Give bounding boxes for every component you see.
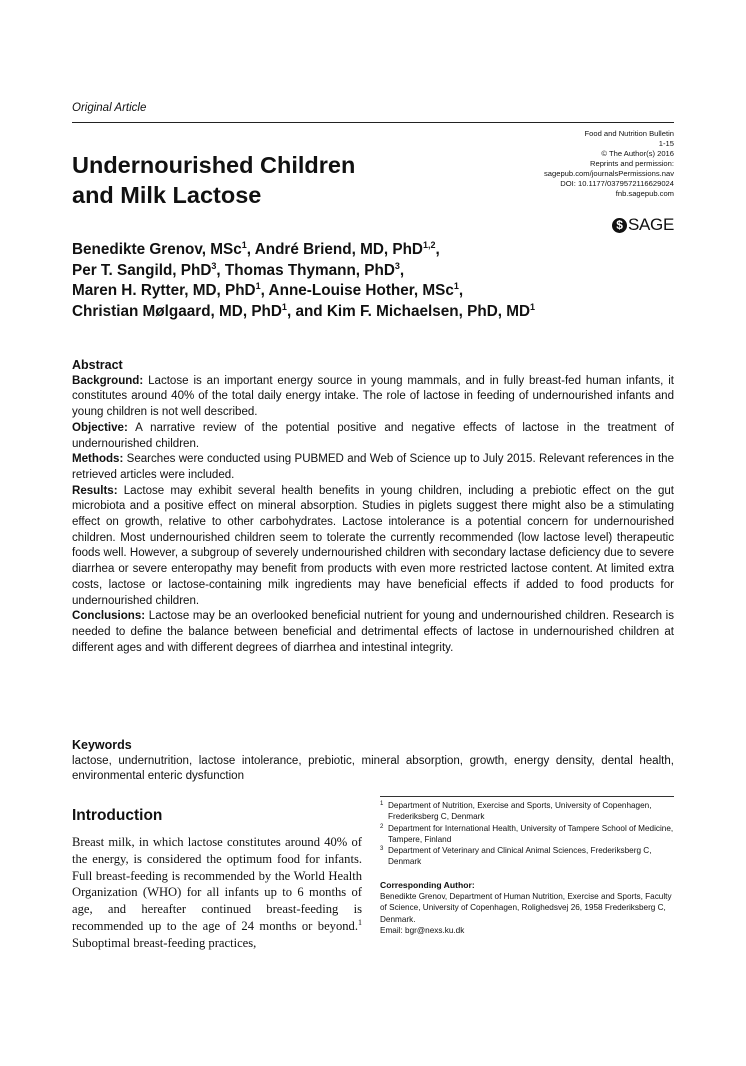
abstract-label: Methods: bbox=[72, 453, 124, 466]
citation-ref[interactable]: 1 bbox=[358, 917, 362, 927]
author-affiliation-mark: 1 bbox=[281, 301, 287, 312]
author-affiliation-mark: 1,2 bbox=[422, 239, 436, 250]
corresponding-author bbox=[380, 880, 674, 936]
affiliation-mark: 1 bbox=[380, 801, 384, 807]
affiliation-text: Department of Veterinary and Clinical Animal Sciences, Frederiksberg C, Denmark bbox=[388, 846, 652, 867]
author-affiliation-mark: 1 bbox=[241, 239, 247, 250]
article-title-line: Undernourished Children bbox=[72, 152, 356, 178]
footnotes bbox=[380, 800, 674, 936]
publisher-logo bbox=[612, 215, 674, 235]
permissions-link[interactable]: sagepub.com/journalsPermissions.nav bbox=[543, 169, 674, 178]
sage-dollar-icon: $ bbox=[612, 218, 627, 233]
author-name: Maren H. Rytter, MD, PhD bbox=[72, 282, 256, 299]
affiliation-mark: 3 bbox=[380, 846, 384, 853]
body-text: Breast milk, in which lactose constitutes around 40% of the energy, is considered the optimum food for infants. Full breast-feeding is recommended by the World Health Organization (WHO) for all infants up to 6 months of age, and hereafter continued breast-feeding is recommended up to the age of 24 months or beyond. bbox=[72, 835, 362, 933]
introduction-paragraph bbox=[72, 834, 362, 952]
author-name: and Kim F. Michaelsen, PhD, MD bbox=[295, 302, 531, 320]
abstract-text: Lactose may be an overlooked beneficial nutrient for young and undernourished children. Research is needed to define the balance between beneficial and detrimental effects of lactose in undernourished children at different ages and with different degrees of diarrhea and intestinal integrity. bbox=[72, 610, 674, 654]
author-line: Benedikte Grenov, MSc$^1$, André Briend, MD, PhD$^{1,2}$, bbox=[72, 239, 440, 258]
keywords bbox=[72, 738, 674, 785]
article-type-label: Original Article bbox=[72, 102, 147, 114]
affiliation-note bbox=[380, 800, 674, 823]
article-title-line: and Milk Lactose bbox=[72, 182, 262, 208]
journal-info bbox=[434, 129, 674, 199]
author-affiliation-mark: 3 bbox=[394, 260, 400, 271]
page-range: 1-15 bbox=[658, 139, 674, 148]
keywords-text: lactose, undernutrition, lactose intolerance, prebiotic, mineral absorption, growth, energy density, dental health, environmental enteric dysfunction bbox=[72, 754, 674, 783]
author-affiliation-mark: 3 bbox=[211, 260, 217, 271]
affiliation-text: Department of Nutrition, Exercise and Sports, University of Copenhagen, Frederiksberg C, Denmark bbox=[388, 801, 652, 822]
abstract-methods bbox=[72, 452, 674, 483]
abstract-label: Conclusions: bbox=[72, 610, 146, 623]
author-affiliation-mark: 1 bbox=[255, 280, 261, 291]
author-name: André Briend, MD, PhD bbox=[254, 241, 423, 258]
abstract-label: Objective: bbox=[72, 421, 128, 434]
abstract-text: Lactose is an important energy source in young mammals, and in fully breast-fed human infants, it constitutes around 40% of the total daily energy intake. The role of lactose in feeding of undernourished infants and young children is not well described. bbox=[72, 374, 674, 419]
author-name: Benedikte Grenov, MSc bbox=[72, 241, 242, 258]
author-affiliation-mark: 1 bbox=[453, 280, 459, 291]
abstract-heading: Abstract bbox=[72, 358, 123, 372]
footnote-rule bbox=[380, 796, 674, 797]
header-rule bbox=[72, 122, 674, 123]
abstract-background bbox=[72, 374, 674, 421]
journal-site-link[interactable]: fnb.sagepub.com bbox=[615, 189, 674, 198]
copyright: © The Author(s) 2016 bbox=[601, 149, 674, 158]
author-name: Per T. Sangild, PhD bbox=[72, 261, 212, 279]
abstract-results bbox=[72, 484, 674, 610]
affiliation-mark: 2 bbox=[380, 823, 384, 830]
corresponding-heading: Corresponding Author: bbox=[380, 879, 475, 890]
abstract-objective bbox=[72, 421, 674, 452]
publisher-logo-text: SAGE bbox=[627, 215, 674, 234]
article-title bbox=[72, 150, 452, 210]
abstract-text: A narrative review of the potential positive and negative effects of lactose in the treatment of undernourished children. bbox=[72, 421, 674, 450]
body-text: Suboptimal breast-feeding practices, bbox=[72, 935, 257, 950]
abstract-conclusions bbox=[72, 609, 674, 656]
reprints-label: Reprints and permission: bbox=[590, 159, 674, 168]
affiliation-note bbox=[380, 823, 674, 846]
keywords-heading: Keywords bbox=[72, 738, 132, 752]
section-heading-introduction: Introduction bbox=[72, 807, 163, 824]
journal-name: Food and Nutrition Bulletin bbox=[584, 129, 674, 138]
abstract-text: Lactose may exhibit several health benefits in young children, including a prebiotic effect on the gut microbiota and a positive effect on mineral absorption. Studies in piglets suggest there might also be a stimulating effect on growth, relative to other carbohydrates. Lactose intolerance is a potential concern for undernourished children. Most undernourished children seem to tolerate the currently recommended (low lactose level) therapeutic foods well. However, a subgroup of severely undernourished children with secondary lactase deficiency due to severe diarrhea or severe enteropathy may benefit from products with even more restricted lactose content. At limited extra costs, lactose or lactose-containing milk ingredients may have beneficial effects if added to food products for undernourished children. bbox=[72, 484, 674, 607]
abstract-label: Results: bbox=[72, 484, 118, 497]
author-name: Christian Mølgaard, MD, PhD bbox=[72, 302, 282, 320]
doi[interactable]: DOI: 10.1177/0379572116629024 bbox=[560, 179, 674, 188]
author-name: Thomas Thymann, PhD bbox=[224, 261, 395, 279]
author-line: Maren H. Rytter, MD, PhD$^1$, Anne-Louise Hother, MSc$^1$, bbox=[72, 280, 464, 299]
abstract-label: Background: bbox=[72, 374, 144, 387]
affiliation-note bbox=[380, 845, 674, 868]
author-line: Christian Mølgaard, MD, PhD$^1$, and Kim F. Michaelsen, PhD, $MD^1$ bbox=[72, 301, 536, 320]
author-affiliation-mark: 1 bbox=[530, 301, 536, 312]
abstract-text: Searches were conducted using PUBMED and Web of Science up to July 2015. Relevant references in the retrieved articles were included. bbox=[72, 453, 674, 481]
corresponding-address: Benedikte Grenov, Department of Human Nutrition, Exercise and Sports, Faculty of Science, University of Copenhagen, Rolighedsvej 26, 1958 Frederiksberg C, Denmark. bbox=[380, 892, 672, 924]
author-line: Per T. Sangild, PhD$^3$, Thomas Thymann, PhD$^3$, bbox=[72, 260, 405, 279]
abstract bbox=[72, 358, 674, 656]
affiliation-text: Department for International Health, University of Tampere School of Medicine, Tampere, Finland bbox=[388, 823, 674, 844]
author-list bbox=[72, 240, 682, 322]
corresponding-email[interactable]: Email: bgr@nexs.ku.dk bbox=[380, 925, 465, 935]
author-name: Anne-Louise Hother, MSc bbox=[268, 282, 454, 299]
